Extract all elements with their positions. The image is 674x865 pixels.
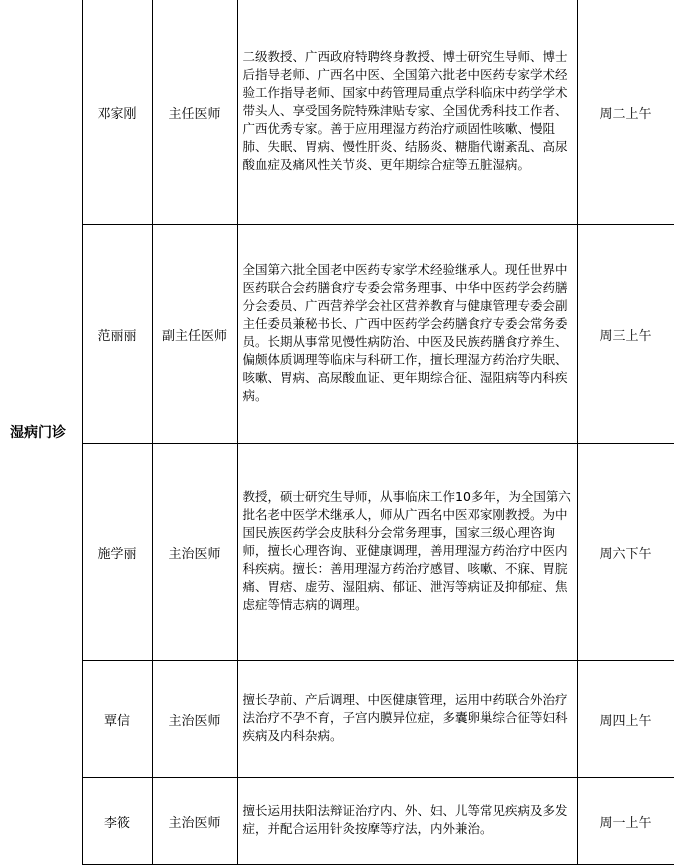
doctor-description: 擅长孕前、产后调理、中医健康管理，运用中药联合外治疗法治疗不孕不育，子宫内膜异位症，多囊卵巢综合征等妇科疾病及内科杂病。 [237,661,577,778]
clinic-schedule: 周六下午 [577,444,674,661]
clinic-schedule: 周三上午 [577,225,674,444]
clinic-schedule: 周四上午 [577,661,674,778]
doctor-name: 施学丽 [82,444,152,661]
table-row [0,444,674,661]
doctor-description: 擅长运用扶阳法辩证治疗内、外、妇、儿等常见疾病及多发症，并配合运用针灸按摩等疗法，内外兼治。 [237,778,577,865]
doctor-description: 全国第六批全国老中医药专家学术经验继承人。现任世界中医药联合会药膳食疗专委会常务理事、中华中医药学会药膳分会委员、广西营养学会社区营养教育与健康管理专委会副主任委员兼秘书长、广西中医药学会药膳食疗专委会常务委员。长期从事常见慢性病防治、中医及民族药膳食疗养生、偏颇体质调理等临床与科研工作，擅长理湿方药治疗失眠、咳嗽、胃病、高尿酸血证、更年期综合征、湿阻病等内科疾病。 [237,225,577,444]
department-name: 湿病门诊 [0,0,82,865]
doctor-name: 邓家刚 [82,0,152,225]
clinic-schedule: 周一上午 [577,778,674,865]
doctor-title: 主任医师 [152,0,237,225]
doctor-title: 主治医师 [152,661,237,778]
clinic-schedule: 周二上午 [577,0,674,225]
doctor-name: 李筱 [82,778,152,865]
doctor-description: 教授，硕士研究生导师，从事临床工作10多年，为全国第六批名老中医学术继承人，师从广西名中医邓家刚教授。为中国民族医药学会皮肤科分会常务理事，国家三级心理咨询师，擅长心理咨询、亚健康调理，善用理湿方药治疗中医内科疾病。擅长：善用理湿方药治疗感冒、咳嗽、不寐、胃脘痛、胃痞、虚劳、湿阻病、郁证、泄泻等病证及抑郁症、焦虑症等情志病的调理。 [237,444,577,661]
table-row [0,661,674,778]
doctor-title: 副主任医师 [152,225,237,444]
doctor-description: 二级教授、广西政府特聘终身教授、博士研究生导师、博士后指导老师、广西名中医、全国第六批老中医药专家学术经验工作指导老师、国家中药管理局重点学科临床中药学学术带头人、享受国务院特殊津贴专家、全国优秀科技工作者、广西优秀专家。善于应用理湿方药治疗顽固性咳嗽、慢阻肺、失眠、胃病、慢性肝炎、结肠炎、糖脂代谢紊乱、高尿酸血症及痛风性关节炎、更年期综合症等五脏湿病。 [237,0,577,225]
table-row [0,0,674,225]
table-row [0,225,674,444]
doctor-name: 覃信 [82,661,152,778]
doctor-title: 主治医师 [152,444,237,661]
table-row [0,778,674,865]
doctor-name: 范丽丽 [82,225,152,444]
doctor-title: 主治医师 [152,778,237,865]
